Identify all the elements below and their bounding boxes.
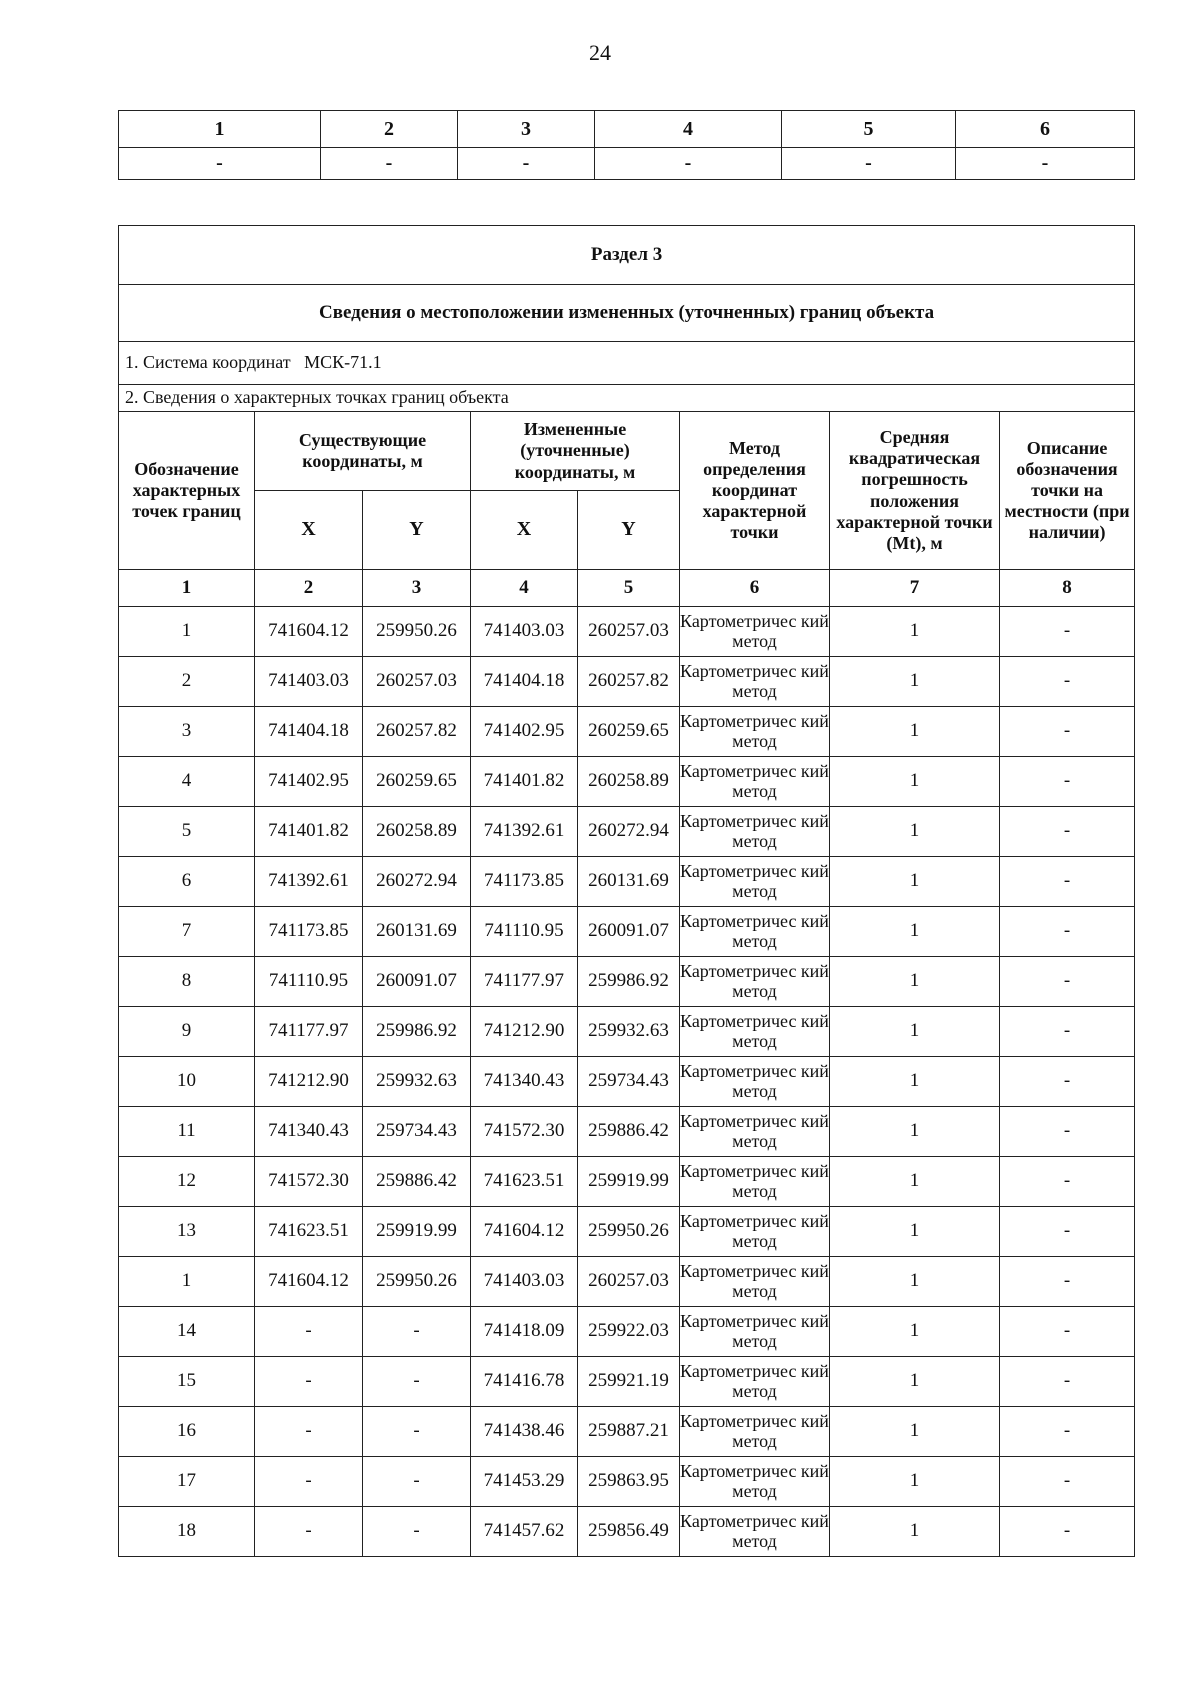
top-table-cell: -	[956, 148, 1135, 180]
existing-y-cell: -	[363, 1307, 471, 1357]
description-cell: -	[1000, 1307, 1135, 1357]
method-cell: Картометричес кий метод	[680, 1507, 830, 1557]
method-cell: Картометричес кий метод	[680, 807, 830, 857]
changed-x-cell: 741623.51	[471, 1157, 578, 1207]
col-error: Средняя квадратическая погрешность положения характерной точки (Mt), м	[830, 412, 1000, 570]
existing-y-cell: -	[363, 1407, 471, 1457]
description-cell: -	[1000, 1507, 1135, 1557]
top-table-header: 6	[956, 111, 1135, 148]
col-number: 2	[255, 570, 363, 607]
method-cell: Картометричес кий метод	[680, 1207, 830, 1257]
existing-x-cell: -	[255, 1407, 363, 1457]
changed-x-cell: 741403.03	[471, 1257, 578, 1307]
changed-y-cell: 259887.21	[578, 1407, 680, 1457]
changed-x-cell: 741110.95	[471, 907, 578, 957]
existing-x-cell: 741340.43	[255, 1107, 363, 1157]
changed-y-cell: 260272.94	[578, 807, 680, 857]
changed-x-cell: 741457.62	[471, 1507, 578, 1557]
col-number: 7	[830, 570, 1000, 607]
existing-x-cell: 741604.12	[255, 1257, 363, 1307]
description-cell: -	[1000, 1157, 1135, 1207]
point-number-cell: 1	[119, 607, 255, 657]
changed-x-cell: 741404.18	[471, 657, 578, 707]
description-cell: -	[1000, 1257, 1135, 1307]
error-mt-cell: 1	[830, 657, 1000, 707]
point-number-cell: 16	[119, 1407, 255, 1457]
point-number-cell: 7	[119, 907, 255, 957]
existing-x-cell: -	[255, 1507, 363, 1557]
table-row	[119, 757, 1135, 807]
changed-y-cell: 259863.95	[578, 1457, 680, 1507]
error-mt-cell: 1	[830, 1457, 1000, 1507]
point-number-cell: 18	[119, 1507, 255, 1557]
section-subtitle: Сведения о местоположении измененных (уточненных) границ объекта	[119, 285, 1135, 342]
section-subtitle-row	[119, 285, 1135, 342]
section-title: Раздел 3	[119, 226, 1135, 285]
column-number-row	[119, 570, 1135, 607]
changed-y-cell: 259919.99	[578, 1157, 680, 1207]
method-cell: Картометричес кий метод	[680, 1457, 830, 1507]
page-number: 24	[589, 40, 611, 65]
table-row	[119, 607, 1135, 657]
changed-y-cell: 259734.43	[578, 1057, 680, 1107]
existing-x-cell: 741212.90	[255, 1057, 363, 1107]
changed-x-cell: 741572.30	[471, 1107, 578, 1157]
error-mt-cell: 1	[830, 1157, 1000, 1207]
point-number-cell: 4	[119, 757, 255, 807]
existing-y-cell: 259986.92	[363, 1007, 471, 1057]
changed-y-cell: 259921.19	[578, 1357, 680, 1407]
method-cell: Картометричес кий метод	[680, 1407, 830, 1457]
changed-x-cell: 741392.61	[471, 807, 578, 857]
col-number: 1	[119, 570, 255, 607]
method-cell: Картометричес кий метод	[680, 1057, 830, 1107]
changed-x-cell: 741340.43	[471, 1057, 578, 1107]
changed-y-cell: 260091.07	[578, 907, 680, 957]
changed-x-cell: 741453.29	[471, 1457, 578, 1507]
changed-y-cell: 259950.26	[578, 1207, 680, 1257]
changed-y-cell: 259986.92	[578, 957, 680, 1007]
error-mt-cell: 1	[830, 1107, 1000, 1157]
changed-y-cell: 260131.69	[578, 857, 680, 907]
column-header-row	[119, 412, 1135, 491]
error-mt-cell: 1	[830, 1507, 1000, 1557]
table-row	[119, 1357, 1135, 1407]
table-row	[119, 1057, 1135, 1107]
description-cell: -	[1000, 1057, 1135, 1107]
method-cell: Картометричес кий метод	[680, 857, 830, 907]
description-cell: -	[1000, 1457, 1135, 1507]
existing-x-cell: 741623.51	[255, 1207, 363, 1257]
error-mt-cell: 1	[830, 907, 1000, 957]
error-mt-cell: 1	[830, 607, 1000, 657]
description-cell: -	[1000, 657, 1135, 707]
top-table-header: 5	[782, 111, 956, 148]
changed-x-cell: 741212.90	[471, 1007, 578, 1057]
method-cell: Картометричес кий метод	[680, 1257, 830, 1307]
col-designation: Обозначение характерных точек границ	[119, 412, 255, 570]
method-cell: Картометричес кий метод	[680, 1157, 830, 1207]
existing-y-cell: 259734.43	[363, 1107, 471, 1157]
changed-x-cell: 741418.09	[471, 1307, 578, 1357]
point-number-cell: 8	[119, 957, 255, 1007]
col-changed-y: Y	[578, 491, 680, 570]
table-row	[119, 657, 1135, 707]
top-table	[118, 110, 1135, 180]
table-row	[119, 707, 1135, 757]
existing-y-cell: 259932.63	[363, 1057, 471, 1107]
col-existing-x: X	[255, 491, 363, 570]
col-number: 6	[680, 570, 830, 607]
changed-x-cell: 741402.95	[471, 707, 578, 757]
error-mt-cell: 1	[830, 1357, 1000, 1407]
error-mt-cell: 1	[830, 857, 1000, 907]
method-cell: Картометричес кий метод	[680, 1007, 830, 1057]
description-cell: -	[1000, 757, 1135, 807]
point-number-cell: 3	[119, 707, 255, 757]
col-changed-x: X	[471, 491, 578, 570]
point-number-cell: 11	[119, 1107, 255, 1157]
table-row	[119, 1507, 1135, 1557]
description-cell: -	[1000, 707, 1135, 757]
method-cell: Картометричес кий метод	[680, 607, 830, 657]
col-number: 4	[471, 570, 578, 607]
changed-x-cell: 741438.46	[471, 1407, 578, 1457]
changed-x-cell: 741401.82	[471, 757, 578, 807]
top-table-cell: -	[119, 148, 321, 180]
point-number-cell: 9	[119, 1007, 255, 1057]
coord-system-row	[119, 342, 1135, 385]
description-cell: -	[1000, 1107, 1135, 1157]
top-table-header: 1	[119, 111, 321, 148]
method-cell: Картометричес кий метод	[680, 1307, 830, 1357]
existing-y-cell: 259886.42	[363, 1157, 471, 1207]
table-row	[119, 1307, 1135, 1357]
existing-y-cell: 260131.69	[363, 907, 471, 957]
changed-y-cell: 260258.89	[578, 757, 680, 807]
existing-y-cell: 259950.26	[363, 607, 471, 657]
existing-y-cell: 260258.89	[363, 807, 471, 857]
point-number-cell: 5	[119, 807, 255, 857]
points-caption: 2. Сведения о характерных точках границ объекта	[119, 385, 1135, 412]
col-number: 3	[363, 570, 471, 607]
description-cell: -	[1000, 1357, 1135, 1407]
point-number-cell: 2	[119, 657, 255, 707]
method-cell: Картометричес кий метод	[680, 757, 830, 807]
points-caption-row	[119, 385, 1135, 412]
table-row	[119, 1207, 1135, 1257]
changed-y-cell: 260257.03	[578, 1257, 680, 1307]
error-mt-cell: 1	[830, 1407, 1000, 1457]
top-table-cell: -	[782, 148, 956, 180]
existing-x-cell: 741177.97	[255, 1007, 363, 1057]
changed-y-cell: 260257.82	[578, 657, 680, 707]
method-cell: Картометричес кий метод	[680, 657, 830, 707]
col-changed: Измененные (уточненные) координаты, м	[471, 412, 680, 491]
point-number-cell: 15	[119, 1357, 255, 1407]
table-row	[119, 957, 1135, 1007]
point-number-cell: 6	[119, 857, 255, 907]
existing-y-cell: 260091.07	[363, 957, 471, 1007]
section-title-row	[119, 226, 1135, 285]
changed-x-cell: 741173.85	[471, 857, 578, 907]
existing-x-cell: 741402.95	[255, 757, 363, 807]
table-row	[119, 1457, 1135, 1507]
method-cell: Картометричес кий метод	[680, 1357, 830, 1407]
changed-x-cell: 741416.78	[471, 1357, 578, 1407]
description-cell: -	[1000, 957, 1135, 1007]
existing-y-cell: 259919.99	[363, 1207, 471, 1257]
existing-y-cell: -	[363, 1507, 471, 1557]
table-row	[119, 1007, 1135, 1057]
existing-x-cell: 741403.03	[255, 657, 363, 707]
changed-y-cell: 259856.49	[578, 1507, 680, 1557]
table-row	[119, 807, 1135, 857]
existing-x-cell: 741173.85	[255, 907, 363, 957]
top-table-cell: -	[321, 148, 458, 180]
table-row	[119, 1107, 1135, 1157]
error-mt-cell: 1	[830, 707, 1000, 757]
existing-x-cell: 741404.18	[255, 707, 363, 757]
top-table-header: 2	[321, 111, 458, 148]
existing-y-cell: -	[363, 1457, 471, 1507]
changed-y-cell: 259932.63	[578, 1007, 680, 1057]
description-cell: -	[1000, 807, 1135, 857]
error-mt-cell: 1	[830, 757, 1000, 807]
col-existing: Существующие координаты, м	[255, 412, 471, 491]
existing-y-cell: 260259.65	[363, 757, 471, 807]
description-cell: -	[1000, 1407, 1135, 1457]
method-cell: Картометричес кий метод	[680, 907, 830, 957]
description-cell: -	[1000, 1007, 1135, 1057]
method-cell: Картометричес кий метод	[680, 707, 830, 757]
point-number-cell: 13	[119, 1207, 255, 1257]
point-number-cell: 17	[119, 1457, 255, 1507]
changed-y-cell: 259922.03	[578, 1307, 680, 1357]
boundary-points-table	[118, 225, 1135, 1557]
existing-y-cell: 260272.94	[363, 857, 471, 907]
table-row	[119, 907, 1135, 957]
top-table-cell: -	[458, 148, 595, 180]
top-table-header: 4	[595, 111, 782, 148]
changed-y-cell: 260257.03	[578, 607, 680, 657]
table-row	[119, 1257, 1135, 1307]
col-number: 5	[578, 570, 680, 607]
changed-y-cell: 260259.65	[578, 707, 680, 757]
existing-x-cell: -	[255, 1307, 363, 1357]
changed-x-cell: 741177.97	[471, 957, 578, 1007]
top-table-header: 3	[458, 111, 595, 148]
existing-x-cell: 741401.82	[255, 807, 363, 857]
changed-x-cell: 741604.12	[471, 1207, 578, 1257]
existing-x-cell: 741604.12	[255, 607, 363, 657]
col-number: 8	[1000, 570, 1135, 607]
method-cell: Картометричес кий метод	[680, 1107, 830, 1157]
existing-x-cell: 741392.61	[255, 857, 363, 907]
point-number-cell: 10	[119, 1057, 255, 1107]
existing-x-cell: 741110.95	[255, 957, 363, 1007]
error-mt-cell: 1	[830, 957, 1000, 1007]
table-row	[119, 1157, 1135, 1207]
col-method: Метод определения координат характерной точки	[680, 412, 830, 570]
top-table-cell: -	[595, 148, 782, 180]
method-cell: Картометричес кий метод	[680, 957, 830, 1007]
existing-y-cell: 260257.03	[363, 657, 471, 707]
description-cell: -	[1000, 857, 1135, 907]
existing-x-cell: -	[255, 1457, 363, 1507]
table-row	[119, 857, 1135, 907]
existing-y-cell: -	[363, 1357, 471, 1407]
error-mt-cell: 1	[830, 1057, 1000, 1107]
description-cell: -	[1000, 607, 1135, 657]
changed-y-cell: 259886.42	[578, 1107, 680, 1157]
existing-x-cell: 741572.30	[255, 1157, 363, 1207]
error-mt-cell: 1	[830, 807, 1000, 857]
existing-y-cell: 259950.26	[363, 1257, 471, 1307]
col-description: Описание обозначения точки на местности (при наличии)	[1000, 412, 1135, 570]
col-existing-y: Y	[363, 491, 471, 570]
error-mt-cell: 1	[830, 1007, 1000, 1057]
existing-y-cell: 260257.82	[363, 707, 471, 757]
table-row	[119, 1407, 1135, 1457]
description-cell: -	[1000, 907, 1135, 957]
error-mt-cell: 1	[830, 1307, 1000, 1357]
error-mt-cell: 1	[830, 1257, 1000, 1307]
point-number-cell: 12	[119, 1157, 255, 1207]
point-number-cell: 14	[119, 1307, 255, 1357]
error-mt-cell: 1	[830, 1207, 1000, 1257]
top-table-header-row	[119, 111, 1135, 148]
coord-system: 1. Система координат МСК-71.1	[119, 342, 1135, 385]
point-number-cell: 1	[119, 1257, 255, 1307]
existing-x-cell: -	[255, 1357, 363, 1407]
changed-x-cell: 741403.03	[471, 607, 578, 657]
top-table-value-row	[119, 148, 1135, 180]
description-cell: -	[1000, 1207, 1135, 1257]
